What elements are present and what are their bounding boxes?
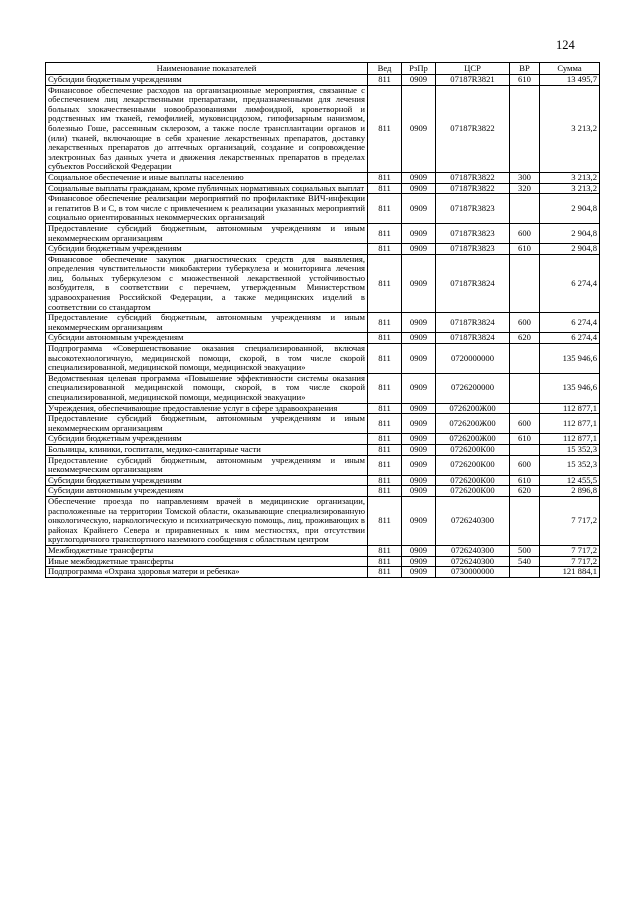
row-name: Субсидии автономным учреждениям xyxy=(46,486,368,497)
row-sum: 3 213,2 xyxy=(540,183,600,194)
table-row xyxy=(46,333,600,344)
row-ved: 811 xyxy=(368,85,402,172)
row-name: Межбюджетные трансферты xyxy=(46,545,368,556)
row-vr: 610 xyxy=(510,75,540,86)
row-vr: 600 xyxy=(510,223,540,243)
row-csr: 07187R3824 xyxy=(436,313,510,333)
row-vr xyxy=(510,344,540,374)
row-csr: 07187R3824 xyxy=(436,254,510,313)
row-rzpr: 0909 xyxy=(402,545,436,556)
row-csr: 07187R3823 xyxy=(436,223,510,243)
row-sum: 7 717,2 xyxy=(540,496,600,545)
row-sum: 112 877,1 xyxy=(540,414,600,434)
row-name: Предоставление субсидий бюджетным, автономным учреждениям и иным некоммерческим организациям xyxy=(46,455,368,475)
table-row xyxy=(46,85,600,172)
row-vr: 600 xyxy=(510,455,540,475)
row-csr: 0726200Ж00 xyxy=(436,403,510,414)
row-ved: 811 xyxy=(368,434,402,445)
row-sum: 121 884,1 xyxy=(540,567,600,578)
row-vr: 600 xyxy=(510,414,540,434)
row-rzpr: 0909 xyxy=(402,475,436,486)
row-sum: 2 904,8 xyxy=(540,223,600,243)
row-sum: 2 904,8 xyxy=(540,194,600,224)
row-sum: 15 352,3 xyxy=(540,444,600,455)
row-csr: 07187R3822 xyxy=(436,172,510,183)
table-header-row xyxy=(46,63,600,75)
row-ved: 811 xyxy=(368,373,402,403)
row-sum: 2 904,8 xyxy=(540,244,600,255)
row-name: Субсидии бюджетным учреждениям xyxy=(46,244,368,255)
table-row xyxy=(46,475,600,486)
row-name: Финансовое обеспечение расходов на организационные мероприятия, связанные с обеспечением лиц лекарственными препаратами, предназначенными для лечения больных злокачественными новообразованиями лимфоидной, кроветворной и родственных им тканей, гемофилией, муковисцидозом, гипофизарным нанизмом, болезнью Гоше, рассеянным склерозом, а также после трансплантации органов и (или) тканей, включающие в себя хранение лекарственных препаратов, доставку лекарственных препаратов до аптечных организаций, создание и сопровождение электронных баз данных учета и движения лекарственных препаратов в пределах субъектов Российской Федерации xyxy=(46,85,368,172)
row-name: Иные межбюджетные трансферты xyxy=(46,556,368,567)
row-name: Обеспечение проезда по направлениям врачей в медицинские организации, расположенные на территории Томской области, оказывающие специализированную онкологическую, наркологическую и психиатрическую помощь, лиц, проживающих в районах Крайнего Севера и приравненных к ним местностях, при отсутствии круглогодичного транспортного наземного сообщения с областным центром xyxy=(46,496,368,545)
table-row xyxy=(46,183,600,194)
row-ved: 811 xyxy=(368,254,402,313)
row-rzpr: 0909 xyxy=(402,414,436,434)
row-csr: 0726200К00 xyxy=(436,455,510,475)
row-ved: 811 xyxy=(368,172,402,183)
row-csr: 0720000000 xyxy=(436,344,510,374)
header-sum: Сумма xyxy=(540,63,600,75)
row-csr: 0726200000 xyxy=(436,373,510,403)
table-row xyxy=(46,414,600,434)
table-row xyxy=(46,75,600,86)
row-rzpr: 0909 xyxy=(402,444,436,455)
row-vr: 540 xyxy=(510,556,540,567)
row-ved: 811 xyxy=(368,414,402,434)
row-ved: 811 xyxy=(368,183,402,194)
row-rzpr: 0909 xyxy=(402,373,436,403)
row-vr: 620 xyxy=(510,333,540,344)
row-csr: 0726240300 xyxy=(436,556,510,567)
row-vr xyxy=(510,85,540,172)
row-sum: 112 877,1 xyxy=(540,403,600,414)
row-vr: 500 xyxy=(510,545,540,556)
row-rzpr: 0909 xyxy=(402,254,436,313)
row-rzpr: 0909 xyxy=(402,75,436,86)
row-sum: 7 717,2 xyxy=(540,545,600,556)
table-body xyxy=(46,75,600,578)
row-csr: 07187R3822 xyxy=(436,183,510,194)
row-name: Субсидии автономным учреждениям xyxy=(46,333,368,344)
row-csr: 0726200Ж00 xyxy=(436,434,510,445)
table-row xyxy=(46,313,600,333)
row-csr: 07187R3821 xyxy=(436,75,510,86)
row-rzpr: 0909 xyxy=(402,333,436,344)
row-sum: 13 495,7 xyxy=(540,75,600,86)
row-name: Предоставление субсидий бюджетным, автономным учреждениям и иным некоммерческим организациям xyxy=(46,313,368,333)
row-vr xyxy=(510,373,540,403)
table-row xyxy=(46,444,600,455)
row-ved: 811 xyxy=(368,75,402,86)
row-ved: 811 xyxy=(368,223,402,243)
row-vr xyxy=(510,444,540,455)
row-sum: 15 352,3 xyxy=(540,455,600,475)
row-csr: 0730000000 xyxy=(436,567,510,578)
table-row xyxy=(46,486,600,497)
row-name: Учреждения, обеспечивающие предоставление услуг в сфере здравоохранения xyxy=(46,403,368,414)
row-csr: 0726240300 xyxy=(436,545,510,556)
row-csr: 07187R3822 xyxy=(436,85,510,172)
header-vr: ВР xyxy=(510,63,540,75)
row-csr: 0726200К00 xyxy=(436,486,510,497)
row-name: Социальные выплаты гражданам, кроме публичных нормативных социальных выплат xyxy=(46,183,368,194)
row-csr: 07187R3823 xyxy=(436,244,510,255)
row-vr: 610 xyxy=(510,434,540,445)
row-sum: 3 213,2 xyxy=(540,172,600,183)
row-ved: 811 xyxy=(368,567,402,578)
row-ved: 811 xyxy=(368,545,402,556)
table-row xyxy=(46,455,600,475)
row-sum: 135 946,6 xyxy=(540,344,600,374)
row-rzpr: 0909 xyxy=(402,172,436,183)
budget-table xyxy=(45,62,600,578)
row-rzpr: 0909 xyxy=(402,344,436,374)
row-ved: 811 xyxy=(368,475,402,486)
row-vr: 610 xyxy=(510,475,540,486)
row-sum: 6 274,4 xyxy=(540,313,600,333)
row-name: Субсидии бюджетным учреждениям xyxy=(46,75,368,86)
row-vr: 320 xyxy=(510,183,540,194)
table-row xyxy=(46,244,600,255)
row-rzpr: 0909 xyxy=(402,194,436,224)
table-row xyxy=(46,545,600,556)
row-name: Субсидии бюджетным учреждениям xyxy=(46,475,368,486)
header-rzpr: РзПр xyxy=(402,63,436,75)
row-rzpr: 0909 xyxy=(402,223,436,243)
row-vr: 600 xyxy=(510,313,540,333)
row-name: Предоставление субсидий бюджетным, автономным учреждениям и иным некоммерческим организациям xyxy=(46,414,368,434)
row-sum: 112 877,1 xyxy=(540,434,600,445)
table-row xyxy=(46,403,600,414)
row-ved: 811 xyxy=(368,244,402,255)
row-name: Предоставление субсидий бюджетным, автономным учреждениям и иным некоммерческим организациям xyxy=(46,223,368,243)
row-csr: 0726200К00 xyxy=(436,475,510,486)
row-vr: 610 xyxy=(510,244,540,255)
row-ved: 811 xyxy=(368,496,402,545)
row-sum: 135 946,6 xyxy=(540,373,600,403)
row-rzpr: 0909 xyxy=(402,455,436,475)
row-vr xyxy=(510,567,540,578)
row-name: Больницы, клиники, госпитали, медико-санитарные части xyxy=(46,444,368,455)
row-name: Подпрограмма «Совершенствование оказания специализированной, включая высокотехнологичную, медицинской помощи, скорой, в том числе скорой специализированной, медицинской помощи, медицинской эвакуации» xyxy=(46,344,368,374)
row-csr: 07187R3823 xyxy=(436,194,510,224)
row-ved: 811 xyxy=(368,403,402,414)
row-name: Ведомственная целевая программа «Повышение эффективности системы оказания специализированной медицинской помощи, скорой, в том числе скорой специализированной, медицинской помощи, медицинской эвакуации» xyxy=(46,373,368,403)
row-sum: 12 455,5 xyxy=(540,475,600,486)
row-vr: 620 xyxy=(510,486,540,497)
row-rzpr: 0909 xyxy=(402,183,436,194)
page-number: 124 xyxy=(556,38,575,52)
row-name: Субсидии бюджетным учреждениям xyxy=(46,434,368,445)
row-ved: 811 xyxy=(368,486,402,497)
row-vr xyxy=(510,194,540,224)
row-rzpr: 0909 xyxy=(402,567,436,578)
row-vr: 300 xyxy=(510,172,540,183)
header-ved: Вед xyxy=(368,63,402,75)
row-ved: 811 xyxy=(368,455,402,475)
row-name: Социальное обеспечение и иные выплаты населению xyxy=(46,172,368,183)
table-row xyxy=(46,223,600,243)
table-row xyxy=(46,434,600,445)
row-ved: 811 xyxy=(368,444,402,455)
row-rzpr: 0909 xyxy=(402,434,436,445)
row-csr: 0726200К00 xyxy=(436,444,510,455)
row-sum: 6 274,4 xyxy=(540,254,600,313)
row-rzpr: 0909 xyxy=(402,403,436,414)
row-csr: 07187R3824 xyxy=(436,333,510,344)
row-sum: 7 717,2 xyxy=(540,556,600,567)
row-csr: 0726200Ж00 xyxy=(436,414,510,434)
table-row xyxy=(46,172,600,183)
row-rzpr: 0909 xyxy=(402,244,436,255)
table-row xyxy=(46,556,600,567)
row-ved: 811 xyxy=(368,313,402,333)
header-csr: ЦСР xyxy=(436,63,510,75)
row-sum: 6 274,4 xyxy=(540,333,600,344)
row-vr xyxy=(510,403,540,414)
row-rzpr: 0909 xyxy=(402,313,436,333)
table-row xyxy=(46,344,600,374)
table-row xyxy=(46,496,600,545)
row-vr xyxy=(510,496,540,545)
row-ved: 811 xyxy=(368,344,402,374)
row-rzpr: 0909 xyxy=(402,85,436,172)
table-row xyxy=(46,254,600,313)
row-name: Финансовое обеспечение реализации мероприятий по профилактике ВИЧ-инфекции и гепатитов В и С, в том числе с привлечением к реализации указанных мероприятий социально ориентированных некоммерческих организаций xyxy=(46,194,368,224)
row-sum: 3 213,2 xyxy=(540,85,600,172)
row-ved: 811 xyxy=(368,194,402,224)
row-rzpr: 0909 xyxy=(402,496,436,545)
row-ved: 811 xyxy=(368,333,402,344)
row-vr xyxy=(510,254,540,313)
row-rzpr: 0909 xyxy=(402,556,436,567)
table-row xyxy=(46,194,600,224)
table-row xyxy=(46,373,600,403)
row-name: Финансовое обеспечение закупок диагностических средств для выявления, определения чувствительности микобактерии туберкулеза и мониторинга лечения лиц, больных туберкулезом с множественной лекарственной устойчивостью возбудителя, в соответствии с перечнем, утвержденным Министерством здравоохранения Российской Федерации, а также медицинских изделий в соответствии со стандартом xyxy=(46,254,368,313)
row-rzpr: 0909 xyxy=(402,486,436,497)
row-name: Подпрограмма «Охрана здоровья матери и ребенка» xyxy=(46,567,368,578)
table-row xyxy=(46,567,600,578)
row-sum: 2 896,8 xyxy=(540,486,600,497)
header-name: Наименование показателей xyxy=(46,63,368,75)
row-csr: 0726240300 xyxy=(436,496,510,545)
row-ved: 811 xyxy=(368,556,402,567)
